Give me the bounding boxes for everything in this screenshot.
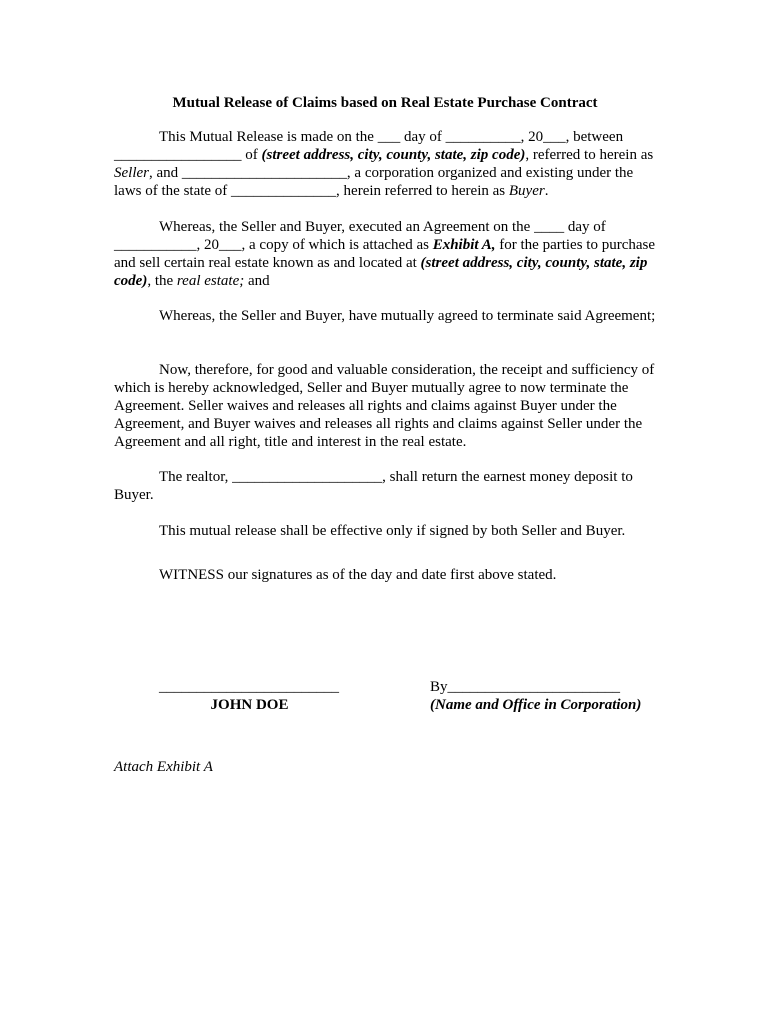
paragraph-whereas-agreement: [114, 218, 656, 290]
paragraph-parties: [114, 128, 656, 200]
paragraph-realtor: [114, 468, 656, 504]
paragraph-effective: [114, 522, 656, 540]
text: , the: [147, 273, 177, 289]
text: This Mutual Release is made on the ___ day of __________, 20___, between _________________ of: [114, 129, 624, 163]
paragraph-whereas-terminate: [114, 307, 656, 325]
text: WITNESS our signatures as of the day and date first above stated.: [159, 567, 557, 583]
paragraph-now-therefore: [114, 361, 656, 451]
text: , and: [149, 165, 182, 181]
text: and: [244, 273, 270, 289]
attach-exhibit-note: Attach Exhibit A: [114, 759, 213, 775]
placeholder-property-address: (street address, city, county, state, zip code): [114, 255, 648, 289]
text: a corporation organized and existing under the laws of the state of ______________, herein referred to herein as: [114, 165, 634, 199]
signature-line-buyer: By_______________________: [430, 679, 621, 695]
signature-line-seller: ________________________: [159, 679, 339, 695]
text: for the parties to purchase and sell certain real estate known as and located at: [114, 237, 656, 271]
text: Now, therefore, for good and valuable consideration, the receipt and sufficiency of which is hereby acknowledged, Seller and Buyer mutually agree to now terminate the Agreement. Seller waives and releases all rights and claims against Buyer under the Agreement, and Buyer waives and releases all rights and claims against Seller under the Agreement and all right, title and interest in the real estate.: [114, 362, 655, 450]
term-seller: Seller: [114, 165, 149, 181]
text: Whereas, the Seller and Buyer, have mutually agreed to terminate said Agreement;: [159, 308, 656, 324]
document-title: Mutual Release of Claims based on Real Estate Purchase Contract: [172, 95, 598, 111]
text: , referred to herein as: [525, 147, 654, 163]
paragraph-witness: [114, 566, 656, 584]
term-buyer: Buyer: [508, 183, 545, 199]
signature-name-seller: JOHN DOE: [210, 697, 289, 713]
text: The realtor, ____________________, shall return the earnest money deposit to Buyer.: [114, 469, 633, 503]
term-exhibit-a: Exhibit A,: [432, 237, 496, 253]
term-real-estate: real estate;: [176, 273, 245, 289]
text: This mutual release shall be effective only if signed by both Seller and Buyer.: [159, 523, 626, 539]
blank-buyer-name: ______________________,: [181, 165, 351, 181]
text: .: [544, 183, 549, 199]
signature-name-buyer: (Name and Office in Corporation): [430, 697, 642, 713]
text: Whereas, the Seller and Buyer, executed an Agreement on the ____ day of ___________, 20___, a copy of which is attached as: [114, 219, 606, 253]
placeholder-seller-address: (street address, city, county, state, zip code): [261, 147, 526, 163]
